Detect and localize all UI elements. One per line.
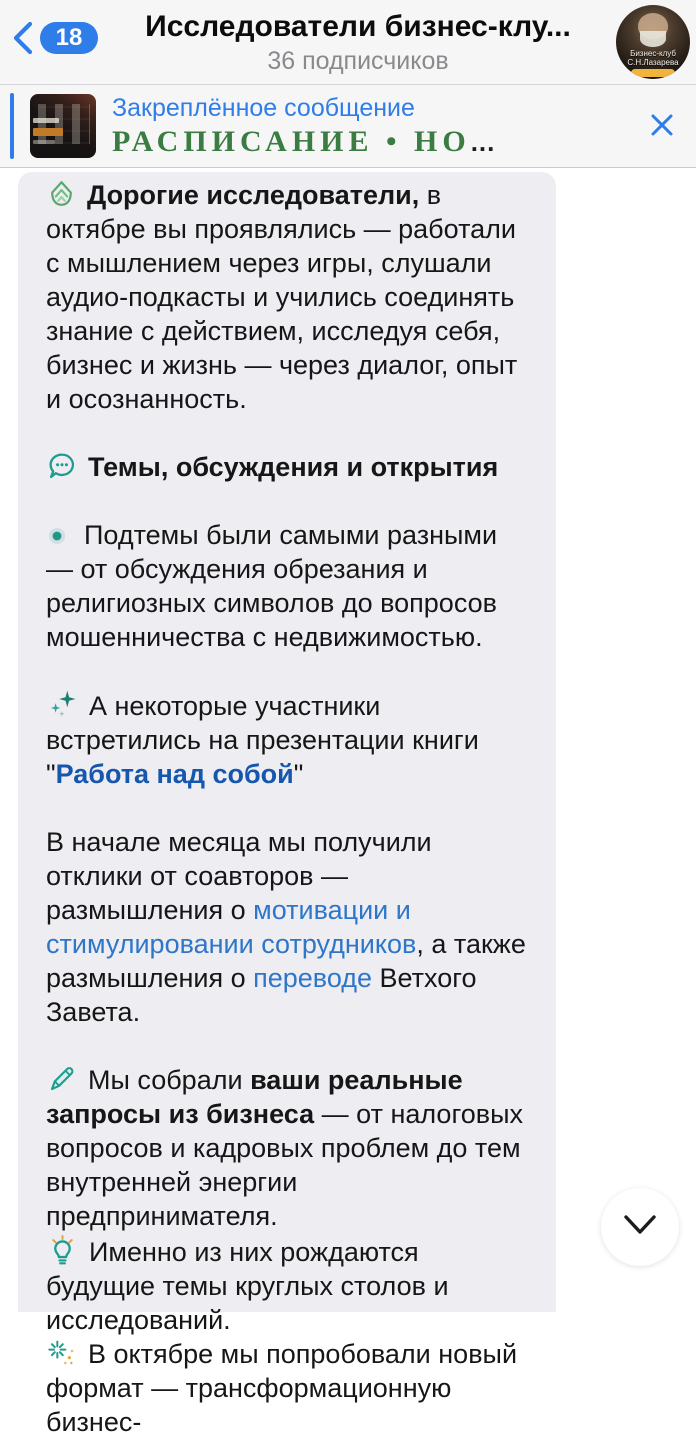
pinned-thumbnail-image — [30, 94, 96, 158]
message-text: А некоторые участники встретились на презентации книги " — [46, 691, 479, 789]
inline-link[interactable]: переводе — [253, 963, 373, 993]
page-title: Исследователи бизнес-клу... — [145, 10, 571, 43]
message-text: В начале месяца мы получили отклики от соавторов — размышления о — [46, 827, 432, 925]
message-text: — от налоговых вопросов и кадровых проблем до тем внутренней энергии предпринимателя. — [46, 1099, 523, 1231]
pinned-message-label: Закреплённое сообщение — [112, 94, 415, 122]
firework-icon — [46, 1337, 78, 1369]
message-text: " — [293, 759, 304, 789]
message-text: Темы, обсуждения и открытия — [88, 452, 499, 482]
message-text: в октябре вы проявлялись — работали с мышлением через игры, слушали аудио-подкасты и учились соединять знание с действием, исследуя себя, бизнес и жизнь — через диалог, опыт и осознанность. — [46, 180, 518, 414]
message-text: Именно из них рождаются будущие темы круглых столов и исследований. — [46, 1237, 449, 1335]
sparkles-icon — [46, 688, 79, 721]
dot-bullet-icon — [46, 525, 68, 547]
back-button[interactable] — [8, 18, 98, 58]
chevron-left-icon — [8, 18, 38, 58]
avatar-beard — [640, 31, 666, 47]
avatar-yellow-badge — [631, 69, 675, 77]
scroll-to-bottom-button[interactable] — [601, 1188, 679, 1266]
thumbnail-text-line2 — [33, 140, 55, 144]
message-text: Подтемы были самыми разными — от обсуждения обрезания и религиозных символов до вопросов мошенничества с недвижимостью. — [46, 520, 498, 652]
thumbnail-text-line — [33, 118, 59, 123]
message-paragraph — [46, 450, 528, 484]
message-paragraph — [46, 1337, 528, 1439]
chat-area — [0, 169, 696, 1437]
message-text: Ветхого Завета. — [46, 963, 477, 1027]
speech-bubble-icon — [46, 450, 78, 482]
subscriber-count: 36 подписчиков — [267, 47, 449, 75]
thumbnail-schedule-grid — [38, 104, 90, 144]
avatar-text-line2: С.Н.Лазарева — [627, 58, 679, 67]
message-paragraph — [46, 1233, 528, 1337]
preview-ellipsis: ... — [470, 127, 496, 157]
message-text: Дорогие исследователи, — [87, 180, 420, 210]
thumbnail-highlight-strip — [33, 128, 63, 136]
message-paragraph — [46, 178, 528, 416]
pinned-message-preview: РАСПИСАНИЕ • НО... — [112, 125, 496, 158]
message-paragraph — [46, 825, 528, 1029]
unread-count-badge[interactable]: 18 — [40, 22, 98, 54]
avatar-text-line1: Бизнес-клуб — [630, 49, 676, 58]
message-paragraph — [46, 518, 528, 654]
message-text: ваши реальные запросы из бизнеса — [46, 1065, 463, 1129]
pinned-accent-bar — [10, 93, 14, 159]
message-bubble — [18, 172, 556, 1437]
message-paragraph — [46, 1063, 528, 1233]
message-body — [46, 178, 528, 1439]
inline-link[interactable]: Работа над собой — [55, 759, 294, 789]
channel-avatar[interactable] — [616, 5, 690, 79]
leaf-icon — [46, 179, 77, 210]
chat-header — [0, 0, 696, 85]
close-icon — [647, 110, 677, 145]
chevron-down-icon — [620, 1213, 660, 1242]
message-paragraph — [46, 688, 528, 791]
inline-link[interactable]: мотивации и стимулировании сотрудников — [46, 895, 417, 959]
close-pinned-button[interactable] — [642, 107, 682, 147]
message-text: В октябре мы попробовали новый формат — трансформационную бизнес- — [46, 1339, 518, 1437]
message-text: Мы собрали — [88, 1065, 251, 1095]
message-text: , а также размышления о — [46, 929, 526, 993]
bulb-icon — [46, 1233, 79, 1267]
pencil-icon — [46, 1063, 78, 1095]
pinned-message-bar[interactable] — [0, 85, 696, 168]
